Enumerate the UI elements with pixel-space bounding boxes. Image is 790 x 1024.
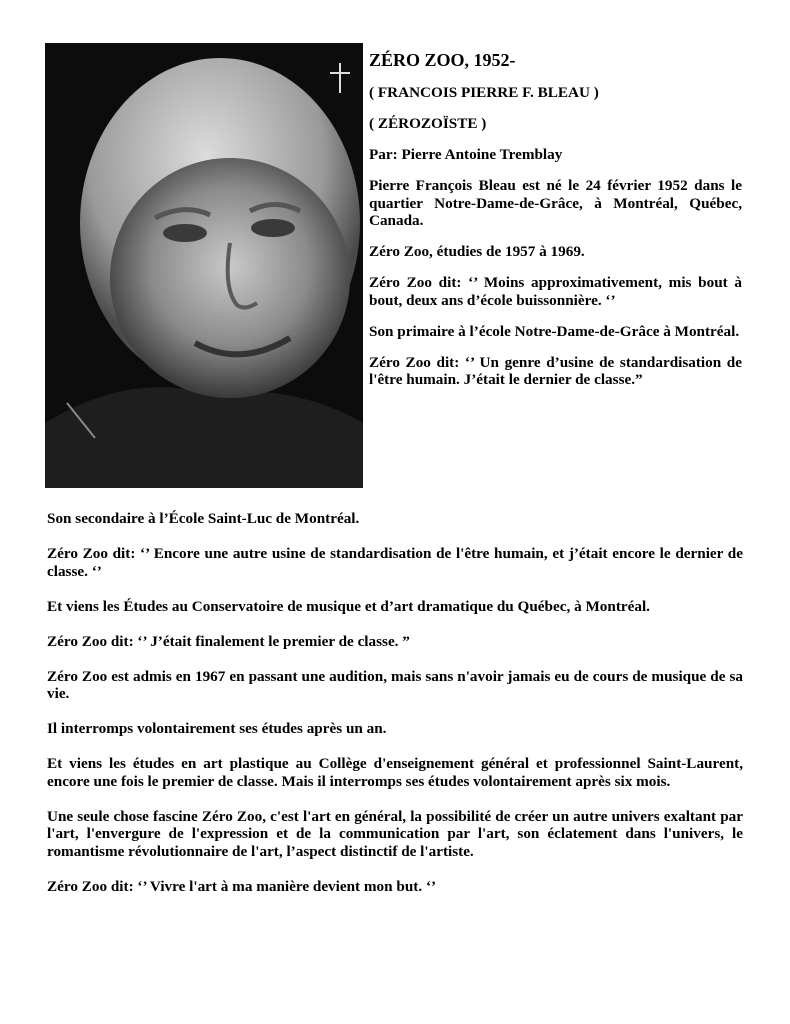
movement-name: ( ZÉROZOÏSTE ) (369, 115, 487, 132)
paragraph: Une seule chose fascine Zéro Zoo, c'est l'art en général, la possibilité de créer un autre univers exaltant par l'art, l'envergure de l'expression et de la communication par l'art, son éclatement dans l'univers, le romantisme révolutionnaire de l'art, l’aspect distinctif de l'artiste. (47, 807, 743, 860)
main-text (47, 510, 743, 913)
paragraph: Et viens les Études au Conservatoire de musique et d’art dramatique du Québec, à Montréal. (47, 597, 650, 615)
page-title: ZÉRO ZOO, 1952- (369, 50, 516, 70)
portrait-photo (45, 43, 363, 488)
author-line: Par: Pierre Antoine Tremblay (369, 146, 563, 163)
real-name: ( FRANCOIS PIERRE F. BLEAU ) (369, 84, 599, 101)
paragraph: Zéro Zoo, étudies de 1957 à 1969. (369, 243, 585, 260)
paragraph: Zéro Zoo dit: ‘’ Vivre l'art à ma manière devient mon but. ‘’ (47, 877, 437, 895)
paragraph: Et viens les études en art plastique au Collège d'enseignement général et professionnel Saint-Laurent, encore une fois le premier de classe. Mais il interromps ses études volontairement après six mois. (47, 755, 743, 790)
paragraph: Zéro Zoo est admis en 1967 en passant une audition, mais sans n'avoir jamais eu de cours de musique de sa vie. (47, 667, 743, 702)
paragraph: Son primaire à l’école Notre-Dame-de-Grâce à Montréal. (369, 322, 740, 340)
portrait-image (45, 43, 363, 488)
paragraph: Pierre François Bleau est né le 24 février 1952 dans le quartier Notre-Dame-de-Grâce, à Montréal, Québec, Canada. (369, 177, 742, 229)
paragraph: Il interromps volontairement ses études après un an. (47, 720, 387, 737)
paragraph: Son secondaire à l’École Saint-Luc de Montréal. (47, 510, 360, 527)
paragraph: Zéro Zoo dit: ‘’ Un genre d’usine de standardisation de l'être humain. J’était le dernier de classe.” (369, 353, 742, 388)
side-column (369, 50, 742, 402)
paragraph: Zéro Zoo dit: ‘’ Moins approximativement, mis bout à bout, deux ans d’école buissonnière. ‘’ (369, 274, 742, 309)
paragraph: Zéro Zoo dit: ‘’ Encore une autre usine de standardisation de l'être humain, et j’était encore le dernier de classe. ‘’ (47, 545, 743, 580)
paragraph: Zéro Zoo dit: ‘’ J’était finalement le premier de classe. ” (47, 632, 410, 650)
